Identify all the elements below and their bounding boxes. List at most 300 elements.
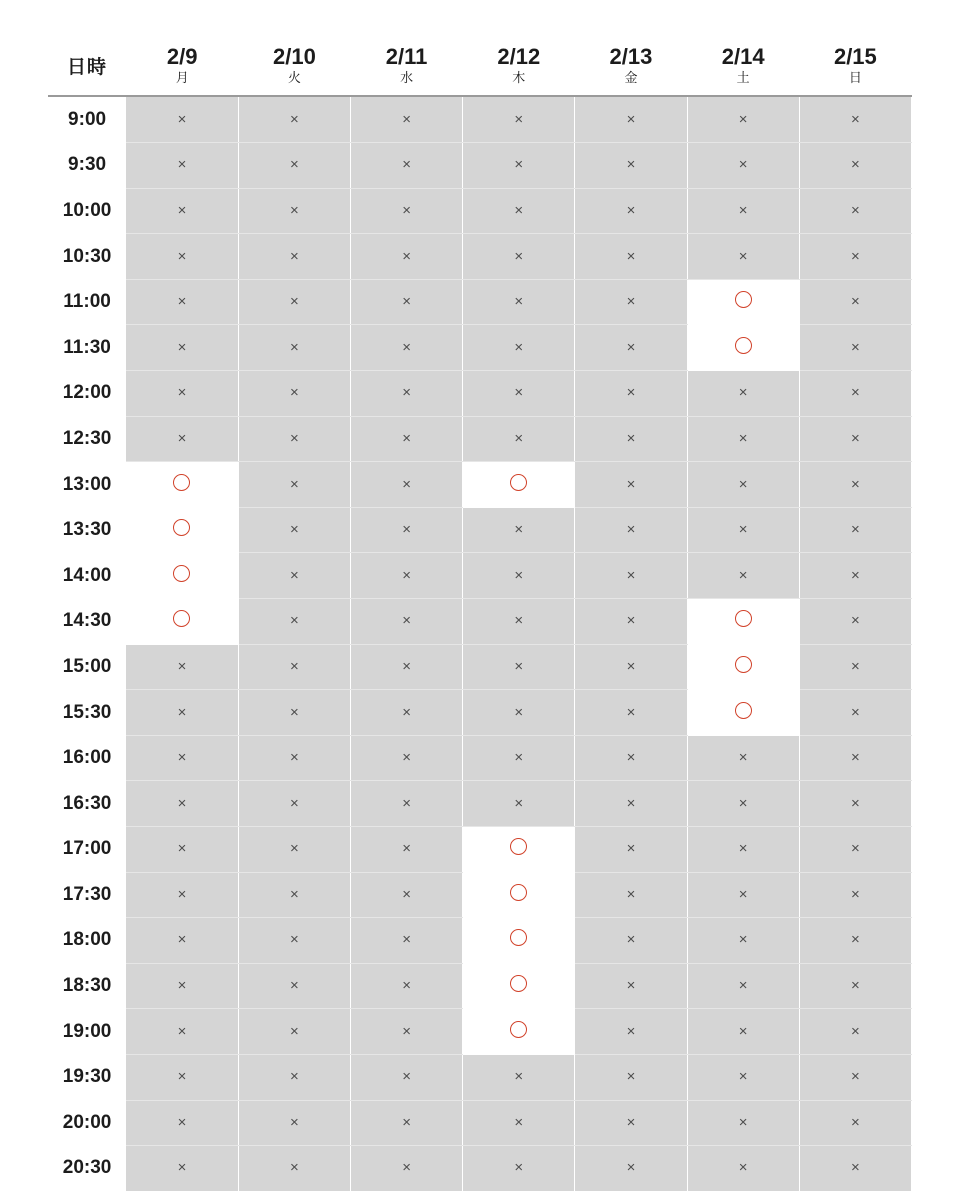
cross-icon: ×: [626, 1159, 636, 1177]
cross-icon: ×: [626, 1022, 636, 1040]
cross-icon: ×: [514, 1113, 524, 1131]
cross-icon: ×: [738, 1068, 748, 1086]
cross-icon: ×: [738, 429, 748, 447]
cross-icon: ×: [290, 156, 299, 174]
cross-icon: ×: [402, 384, 411, 402]
slot-unavailable: [799, 872, 911, 918]
slot-unavailable: [351, 918, 463, 964]
slot-unavailable: [351, 781, 463, 827]
slot-unavailable: [575, 188, 687, 234]
slot-unavailable: [238, 188, 350, 234]
cross-icon: ×: [290, 1022, 299, 1040]
slot-available[interactable]: [126, 462, 238, 508]
cross-icon: ×: [177, 931, 187, 949]
cross-icon: ×: [738, 840, 748, 858]
slot-available[interactable]: [463, 1009, 575, 1055]
slot-unavailable: [351, 416, 463, 462]
slot-unavailable: [351, 826, 463, 872]
table-row: [48, 644, 912, 690]
header-day-weekday: 金: [624, 70, 638, 86]
circle-icon: [510, 975, 527, 992]
header-day-weekday: 水: [400, 70, 414, 86]
slot-unavailable: [687, 188, 799, 234]
cross-icon: ×: [290, 110, 299, 128]
slot-unavailable: [687, 872, 799, 918]
circle-icon: [735, 656, 752, 673]
circle-icon: [510, 474, 527, 491]
cross-icon: ×: [402, 429, 411, 447]
table-row: [48, 690, 912, 736]
cross-icon: ×: [514, 566, 524, 584]
slot-available[interactable]: [463, 872, 575, 918]
slot-unavailable: [575, 1100, 687, 1146]
slot-unavailable: [463, 279, 575, 325]
slot-unavailable: [687, 416, 799, 462]
slot-unavailable: [126, 826, 238, 872]
circle-icon: [510, 884, 527, 901]
circle-icon: [173, 565, 190, 582]
cross-icon: ×: [177, 840, 187, 858]
slot-available[interactable]: [687, 599, 799, 645]
cross-icon: ×: [626, 247, 636, 265]
cross-icon: ×: [626, 931, 636, 949]
slot-available[interactable]: [687, 690, 799, 736]
cross-icon: ×: [290, 612, 299, 630]
slot-unavailable: [351, 1100, 463, 1146]
cross-icon: ×: [850, 429, 860, 447]
slot-available[interactable]: [126, 599, 238, 645]
cross-icon: ×: [290, 794, 299, 812]
slot-unavailable: [351, 644, 463, 690]
cross-icon: ×: [626, 156, 636, 174]
header-day-4: [463, 38, 575, 96]
slot-unavailable: [575, 1054, 687, 1100]
slot-unavailable: [463, 143, 575, 189]
slot-unavailable: [575, 1146, 687, 1191]
slot-unavailable: [575, 599, 687, 645]
cross-icon: ×: [626, 384, 636, 402]
cross-icon: ×: [626, 749, 636, 767]
slot-unavailable: [126, 234, 238, 280]
circle-icon: [173, 519, 190, 536]
cross-icon: ×: [514, 429, 524, 447]
cross-icon: ×: [514, 749, 524, 767]
slot-unavailable: [351, 553, 463, 599]
slot-unavailable: [575, 96, 687, 142]
slot-unavailable: [238, 416, 350, 462]
slot-unavailable: [575, 690, 687, 736]
cross-icon: ×: [177, 1068, 187, 1086]
slot-unavailable: [351, 1009, 463, 1055]
cross-icon: ×: [177, 293, 187, 311]
slot-unavailable: [238, 96, 350, 142]
table-row: [48, 371, 912, 417]
slot-unavailable: [463, 1054, 575, 1100]
slot-unavailable: [238, 599, 350, 645]
cross-icon: ×: [177, 977, 187, 995]
cross-icon: ×: [738, 885, 748, 903]
slot-unavailable: [238, 781, 350, 827]
row-time-label: 19:00: [48, 1009, 126, 1055]
cross-icon: ×: [290, 201, 299, 219]
slot-unavailable: [463, 416, 575, 462]
slot-unavailable: [238, 371, 350, 417]
cross-icon: ×: [626, 657, 636, 675]
cross-icon: ×: [738, 566, 748, 584]
row-time-label: 14:30: [48, 599, 126, 645]
cross-icon: ×: [290, 657, 299, 675]
cross-icon: ×: [402, 612, 411, 630]
slot-unavailable: [126, 416, 238, 462]
cross-icon: ×: [290, 885, 299, 903]
slot-available[interactable]: [463, 462, 575, 508]
cross-icon: ×: [402, 840, 411, 858]
slot-unavailable: [238, 1146, 350, 1191]
cross-icon: ×: [290, 293, 299, 311]
slot-unavailable: [238, 918, 350, 964]
cross-icon: ×: [850, 840, 860, 858]
table-body: [48, 96, 912, 1190]
slot-available[interactable]: [463, 918, 575, 964]
slot-unavailable: [463, 553, 575, 599]
cross-icon: ×: [177, 110, 187, 128]
slot-unavailable: [575, 325, 687, 371]
row-time-label: 18:30: [48, 963, 126, 1009]
slot-unavailable: [238, 690, 350, 736]
slot-unavailable: [351, 1146, 463, 1191]
cross-icon: ×: [402, 156, 411, 174]
cross-icon: ×: [290, 384, 299, 402]
slot-unavailable: [463, 325, 575, 371]
slot-available[interactable]: [126, 553, 238, 599]
slot-unavailable: [687, 143, 799, 189]
cross-icon: ×: [290, 247, 299, 265]
circle-icon: [735, 291, 752, 308]
cross-icon: ×: [514, 293, 524, 311]
slot-unavailable: [126, 735, 238, 781]
cross-icon: ×: [738, 110, 748, 128]
cross-icon: ×: [290, 338, 299, 356]
cross-icon: ×: [402, 931, 411, 949]
table-row: [48, 553, 912, 599]
slot-unavailable: [575, 781, 687, 827]
table-row: [48, 1009, 912, 1055]
header-day-date: 2/10: [272, 44, 316, 69]
circle-icon: [510, 929, 527, 946]
slot-unavailable: [799, 735, 911, 781]
slot-unavailable: [238, 644, 350, 690]
slot-unavailable: [238, 826, 350, 872]
cross-icon: ×: [850, 1113, 860, 1131]
cross-icon: ×: [514, 521, 524, 539]
slot-unavailable: [687, 1054, 799, 1100]
cross-icon: ×: [290, 840, 299, 858]
slot-unavailable: [687, 553, 799, 599]
circle-icon: [173, 474, 190, 491]
slot-unavailable: [126, 690, 238, 736]
cross-icon: ×: [402, 794, 411, 812]
slot-unavailable: [463, 1100, 575, 1146]
slot-unavailable: [463, 644, 575, 690]
cross-icon: ×: [177, 1022, 187, 1040]
slot-unavailable: [799, 644, 911, 690]
circle-icon: [735, 337, 752, 354]
slot-unavailable: [351, 143, 463, 189]
slot-unavailable: [463, 1146, 575, 1191]
slot-unavailable: [799, 826, 911, 872]
slot-available[interactable]: [126, 507, 238, 553]
slot-unavailable: [351, 507, 463, 553]
cross-icon: ×: [514, 794, 524, 812]
header-day-date: 2/9: [166, 44, 198, 69]
slot-unavailable: [126, 325, 238, 371]
cross-icon: ×: [402, 657, 411, 675]
cross-icon: ×: [738, 1159, 748, 1177]
cross-icon: ×: [850, 657, 860, 675]
cross-icon: ×: [626, 885, 636, 903]
header-row: [48, 38, 912, 96]
slot-unavailable: [799, 690, 911, 736]
cross-icon: ×: [738, 794, 748, 812]
cross-icon: ×: [290, 429, 299, 447]
cross-icon: ×: [290, 703, 299, 721]
slot-available[interactable]: [687, 644, 799, 690]
slot-unavailable: [575, 872, 687, 918]
cross-icon: ×: [402, 110, 411, 128]
circle-icon: [735, 610, 752, 627]
table-row: [48, 96, 912, 142]
cross-icon: ×: [850, 977, 860, 995]
slot-unavailable: [799, 918, 911, 964]
cross-icon: ×: [626, 612, 636, 630]
table-row: [48, 963, 912, 1009]
cross-icon: ×: [177, 429, 187, 447]
cross-icon: ×: [850, 931, 860, 949]
slot-unavailable: [575, 918, 687, 964]
slot-unavailable: [351, 1054, 463, 1100]
cross-icon: ×: [402, 1068, 411, 1086]
slot-available[interactable]: [687, 279, 799, 325]
header-day-date: 2/12: [497, 44, 541, 69]
cross-icon: ×: [177, 1113, 187, 1131]
slot-unavailable: [238, 507, 350, 553]
cross-icon: ×: [290, 566, 299, 584]
table-row: [48, 1054, 912, 1100]
cross-icon: ×: [514, 1159, 524, 1177]
slot-unavailable: [687, 462, 799, 508]
slot-unavailable: [238, 143, 350, 189]
slot-unavailable: [238, 872, 350, 918]
slot-unavailable: [575, 507, 687, 553]
cross-icon: ×: [850, 1068, 860, 1086]
slot-unavailable: [687, 96, 799, 142]
row-time-label: 15:00: [48, 644, 126, 690]
slot-unavailable: [687, 234, 799, 280]
slot-unavailable: [351, 188, 463, 234]
slot-unavailable: [575, 279, 687, 325]
cross-icon: ×: [177, 885, 187, 903]
slot-unavailable: [799, 462, 911, 508]
slot-unavailable: [126, 1100, 238, 1146]
table-row: [48, 826, 912, 872]
circle-icon: [173, 610, 190, 627]
row-time-label: 10:30: [48, 234, 126, 280]
slot-unavailable: [799, 279, 911, 325]
slot-unavailable: [351, 279, 463, 325]
slot-unavailable: [351, 599, 463, 645]
header-day-weekday: 木: [512, 70, 526, 86]
table-row: [48, 188, 912, 234]
table-row: [48, 599, 912, 645]
slot-unavailable: [126, 188, 238, 234]
cross-icon: ×: [514, 110, 524, 128]
cross-icon: ×: [738, 1113, 748, 1131]
cross-icon: ×: [850, 1159, 860, 1177]
slot-available[interactable]: [463, 963, 575, 1009]
cross-icon: ×: [177, 703, 187, 721]
cross-icon: ×: [850, 794, 860, 812]
row-time-label: 17:30: [48, 872, 126, 918]
cross-icon: ×: [514, 657, 524, 675]
cross-icon: ×: [850, 1022, 860, 1040]
table-row: [48, 781, 912, 827]
circle-icon: [510, 838, 527, 855]
slot-unavailable: [687, 507, 799, 553]
slot-available[interactable]: [463, 826, 575, 872]
table-row: [48, 325, 912, 371]
row-time-label: 9:00: [48, 96, 126, 142]
cross-icon: ×: [738, 931, 748, 949]
row-time-label: 9:30: [48, 143, 126, 189]
slot-unavailable: [126, 781, 238, 827]
cross-icon: ×: [290, 977, 299, 995]
table-row: [48, 1100, 912, 1146]
slot-unavailable: [126, 872, 238, 918]
cross-icon: ×: [290, 1068, 299, 1086]
cross-icon: ×: [850, 703, 860, 721]
slot-unavailable: [799, 1146, 911, 1191]
slot-unavailable: [799, 963, 911, 1009]
slot-unavailable: [687, 1100, 799, 1146]
slot-unavailable: [687, 1146, 799, 1191]
cross-icon: ×: [738, 1022, 748, 1040]
cross-icon: ×: [514, 1068, 524, 1086]
slot-unavailable: [799, 325, 911, 371]
slot-unavailable: [575, 1009, 687, 1055]
cross-icon: ×: [850, 201, 860, 219]
table-row: [48, 143, 912, 189]
row-time-label: 17:00: [48, 826, 126, 872]
slot-unavailable: [351, 234, 463, 280]
cross-icon: ×: [738, 749, 748, 767]
slot-unavailable: [463, 234, 575, 280]
cross-icon: ×: [402, 1022, 411, 1040]
cross-icon: ×: [626, 110, 636, 128]
cross-icon: ×: [402, 338, 411, 356]
cross-icon: ×: [514, 156, 524, 174]
row-time-label: 13:00: [48, 462, 126, 508]
slot-unavailable: [575, 963, 687, 1009]
cross-icon: ×: [626, 429, 636, 447]
slot-unavailable: [799, 234, 911, 280]
slot-unavailable: [575, 735, 687, 781]
slot-unavailable: [351, 963, 463, 1009]
table-row: [48, 918, 912, 964]
slot-unavailable: [126, 644, 238, 690]
row-time-label: 12:00: [48, 371, 126, 417]
header-day-3: [351, 38, 463, 96]
slot-unavailable: [687, 826, 799, 872]
slot-unavailable: [126, 96, 238, 142]
cross-icon: ×: [626, 840, 636, 858]
slot-unavailable: [238, 735, 350, 781]
slot-unavailable: [687, 1009, 799, 1055]
cross-icon: ×: [850, 521, 860, 539]
slot-unavailable: [351, 371, 463, 417]
row-time-label: 20:30: [48, 1146, 126, 1191]
cross-icon: ×: [290, 1113, 299, 1131]
row-time-label: 15:30: [48, 690, 126, 736]
slot-unavailable: [687, 918, 799, 964]
cross-icon: ×: [738, 384, 748, 402]
cross-icon: ×: [290, 749, 299, 767]
schedule-container: [48, 38, 912, 1191]
table-row: [48, 234, 912, 280]
cross-icon: ×: [402, 201, 411, 219]
cross-icon: ×: [626, 338, 636, 356]
slot-unavailable: [238, 325, 350, 371]
cross-icon: ×: [402, 521, 411, 539]
row-time-label: 10:00: [48, 188, 126, 234]
slot-unavailable: [463, 735, 575, 781]
cross-icon: ×: [850, 156, 860, 174]
cross-icon: ×: [626, 475, 636, 493]
slot-unavailable: [463, 690, 575, 736]
cross-icon: ×: [177, 384, 187, 402]
slot-unavailable: [799, 1054, 911, 1100]
table-row: [48, 735, 912, 781]
cross-icon: ×: [850, 338, 860, 356]
slot-unavailable: [687, 963, 799, 1009]
slot-unavailable: [238, 1100, 350, 1146]
table-row: [48, 279, 912, 325]
header-day-7: [799, 38, 911, 96]
cross-icon: ×: [402, 475, 411, 493]
slot-unavailable: [799, 1009, 911, 1055]
slot-unavailable: [351, 872, 463, 918]
slot-unavailable: [575, 234, 687, 280]
cross-icon: ×: [850, 885, 860, 903]
slot-unavailable: [799, 96, 911, 142]
cross-icon: ×: [402, 703, 411, 721]
cross-icon: ×: [177, 1159, 187, 1177]
table-row: [48, 462, 912, 508]
slot-unavailable: [126, 963, 238, 1009]
cross-icon: ×: [177, 338, 187, 356]
cross-icon: ×: [177, 749, 187, 767]
slot-available[interactable]: [687, 325, 799, 371]
slot-unavailable: [799, 143, 911, 189]
slot-unavailable: [463, 507, 575, 553]
table-row: [48, 416, 912, 462]
slot-unavailable: [126, 918, 238, 964]
cross-icon: ×: [402, 293, 411, 311]
slot-unavailable: [238, 279, 350, 325]
row-time-label: 19:30: [48, 1054, 126, 1100]
slot-unavailable: [575, 553, 687, 599]
slot-unavailable: [126, 1054, 238, 1100]
table-header: [48, 38, 912, 96]
